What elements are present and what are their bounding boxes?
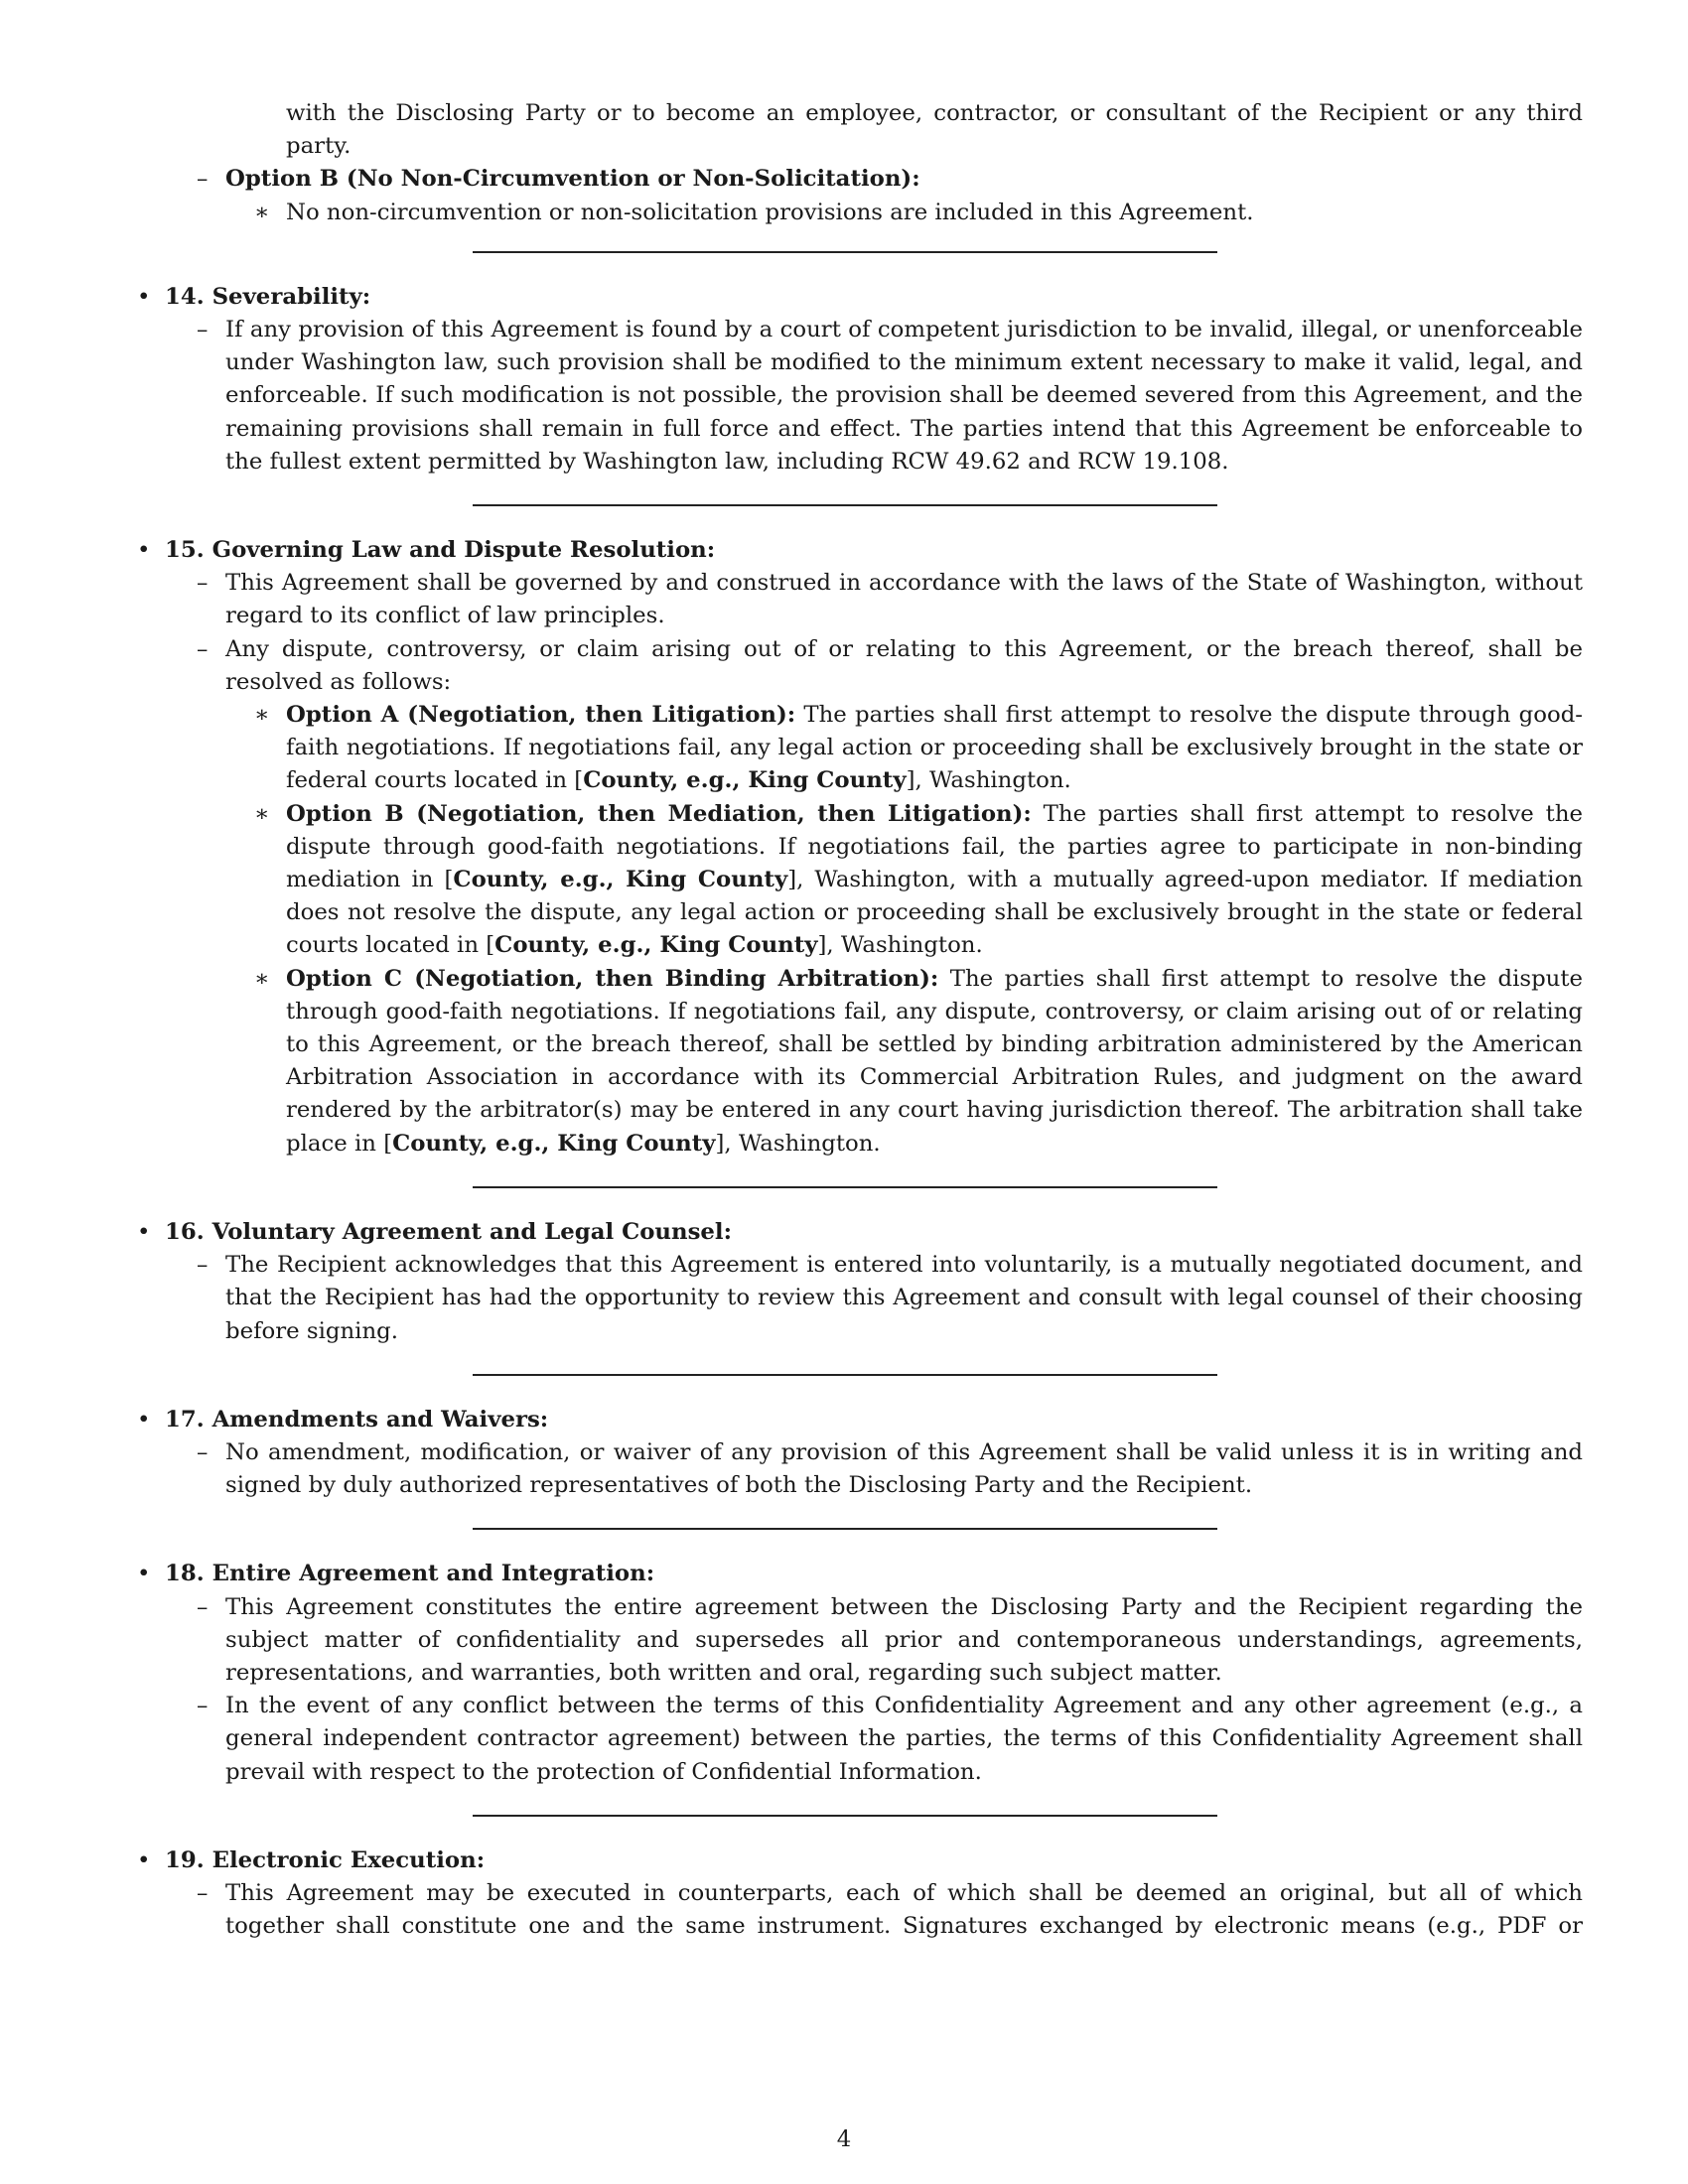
option-b-subitem	[252, 197, 1583, 229]
section-17-item	[197, 1436, 1583, 1502]
option-b-item	[197, 163, 1583, 196]
section-divider	[473, 251, 1217, 253]
county-placeholder: County, e.g., King County	[583, 767, 907, 794]
section-divider	[473, 504, 1217, 506]
option-b-heading: Option B (No Non-Circumvention or Non-Solicitation):	[225, 166, 920, 193]
section-18-item	[197, 1591, 1583, 1691]
dash-marker: –	[197, 1252, 209, 1279]
bullet-marker: •	[137, 1218, 151, 1245]
section-item-text: This Agreement constitutes the entire agreement between the Disclosing Party and the Recipient regarding the subject matter of confidentiality and supersedes all prior and contemporaneous understandings, agreements, representations, and warranties, both written and oral, regarding such subject matter.	[225, 1593, 1583, 1686]
dash-marker: –	[197, 635, 209, 662]
section-15-heading	[135, 534, 1583, 567]
bullet-marker: •	[137, 1846, 151, 1873]
dash-marker: –	[197, 317, 209, 343]
star-marker: ∗	[254, 702, 270, 729]
star-marker: ∗	[254, 199, 270, 225]
star-marker: ∗	[254, 965, 270, 992]
section-15-item	[197, 633, 1583, 699]
section-item-text: If any provision of this Agreement is found by a court of competent jurisdiction to be invalid, illegal, or unenforceable under Washington law, such provision shall be modified to the minimum extent necessary to make it valid, legal, and enforceable. If such modification is not possible, the provision shall be deemed severed from this Agreement, and the remaining provisions shall remain in full force and effect. The parties intend that this Agreement be enforceable to the fullest extent permitted by Washington law, including RCW 49.62 and RCW 19.108.	[225, 317, 1583, 475]
dash-marker: –	[197, 1593, 209, 1620]
section-heading: 18. Entire Agreement and Integration:	[165, 1561, 655, 1587]
section-item-text: Any dispute, controversy, or claim arising out of or relating to this Agreement, or the breach thereof, shall be resolved as follows:	[225, 635, 1583, 695]
section-17-heading	[135, 1404, 1583, 1436]
dash-marker: –	[197, 570, 209, 597]
option-b-text-mid: ], Washington, with a mutually agreed-upon mediator. If mediation does not resolve the dispute, any legal action or proceeding shall be exclusively brought in the state or federal courts located in [	[286, 867, 1583, 959]
section-18-heading	[135, 1558, 1583, 1590]
option-c-text-end: ], Washington.	[715, 1130, 881, 1157]
option-c-item	[252, 963, 1583, 1160]
section-19-heading	[135, 1844, 1583, 1877]
section-item-text: This Agreement may be executed in counterparts, each of which shall be deemed an original, but all of which together shall constitute one and the same instrument. Signatures exchanged by electronic means (e.g., PDF or	[225, 1879, 1583, 1940]
section-heading: 15. Governing Law and Dispute Resolution:	[165, 537, 716, 564]
section-heading: 19. Electronic Execution:	[165, 1846, 486, 1873]
section-divider	[473, 1186, 1217, 1188]
bullet-marker: •	[137, 537, 151, 564]
option-c-label: Option C (Negotiation, then Binding Arbitration):	[286, 965, 939, 992]
continued-list-item	[252, 97, 1583, 163]
section-19-item	[197, 1877, 1583, 1943]
county-placeholder: County, e.g., King County	[392, 1130, 716, 1157]
page-number: 4	[836, 2126, 852, 2152]
section-18-item	[197, 1690, 1583, 1789]
section-14-heading	[135, 281, 1583, 314]
option-a-text-end: ], Washington.	[906, 767, 1071, 794]
section-item-text: In the event of any conflict between the terms of this Confidentiality Agreement and any other agreement (e.g., a general independent contractor agreement) between the parties, the terms of this Confidentiality Agreement shall prevail with respect to the protection of Confidential Information.	[225, 1693, 1583, 1785]
dash-marker: –	[197, 1879, 209, 1906]
section-14-item	[197, 314, 1583, 478]
section-15-item	[197, 567, 1583, 632]
section-16-heading	[135, 1216, 1583, 1249]
section-divider	[473, 1528, 1217, 1530]
section-divider	[473, 1815, 1217, 1817]
county-placeholder: County, e.g., King County	[453, 867, 788, 893]
continued-text: with the Disclosing Party or to become an employee, contractor, or consultant of the Recipient or any third party.	[286, 100, 1583, 160]
section-heading: 17. Amendments and Waivers:	[165, 1406, 549, 1433]
bullet-marker: •	[137, 283, 151, 310]
section-16-item	[197, 1249, 1583, 1348]
star-marker: ∗	[254, 800, 270, 827]
bullet-marker: •	[137, 1406, 151, 1433]
option-a-label: Option A (Negotiation, then Litigation):	[286, 702, 796, 729]
dash-marker: –	[197, 1693, 209, 1719]
option-c-text: The parties shall first attempt to resolve the dispute through good-faith negotiations. If negotiations fail, any dispute, controversy, or claim arising out of or relating to this Agreement, or the breach thereof, shall be settled by binding arbitration administered by the American Arbitration Association in accordance with its Commercial Arbitration Rules, and judgment on the award rendered by the arbitrator(s) may be entered in any court having jurisdiction thereof. The arbitration shall take place in [	[286, 965, 1583, 1157]
option-b-text: No non-circumvention or non-solicitation provisions are included in this Agreement.	[286, 199, 1254, 225]
dash-marker: –	[197, 166, 209, 193]
section-item-text: No amendment, modification, or waiver of any provision of this Agreement shall be valid unless it is in writing and signed by duly authorized representatives of both the Disclosing Party and the Recipient.	[225, 1438, 1583, 1499]
section-heading: 14. Severability:	[165, 283, 371, 310]
option-b-label: Option B (Negotiation, then Mediation, then Litigation):	[286, 800, 1032, 827]
county-placeholder: County, e.g., King County	[494, 932, 818, 959]
option-b-text: The parties shall first attempt to resolve the dispute through good-faith negotiations. If negotiations fail, the parties agree to participate in non-binding mediation in [	[286, 800, 1583, 893]
section-heading: 16. Voluntary Agreement and Legal Counsel:	[165, 1218, 732, 1245]
dash-marker: –	[197, 1438, 209, 1465]
option-b-mediation-item	[252, 798, 1583, 963]
option-a-item	[252, 699, 1583, 798]
section-item-text: The Recipient acknowledges that this Agreement is entered into voluntarily, is a mutually negotiated document, and that the Recipient has had the opportunity to review this Agreement and consult with legal counsel of their choosing before signing.	[225, 1252, 1583, 1344]
option-b-text-end: ], Washington.	[817, 932, 983, 959]
section-item-text: This Agreement shall be governed by and construed in accordance with the laws of the State of Washington, without regard to its conflict of law principles.	[225, 570, 1583, 629]
section-divider	[473, 1374, 1217, 1376]
option-a-text: The parties shall first attempt to resolve the dispute through good-faith negotiations. If negotiations fail, any legal action or proceeding shall be exclusively brought in the state or federal courts located in [	[286, 702, 1584, 794]
bullet-marker: •	[137, 1561, 151, 1587]
document-body	[135, 97, 1583, 1943]
